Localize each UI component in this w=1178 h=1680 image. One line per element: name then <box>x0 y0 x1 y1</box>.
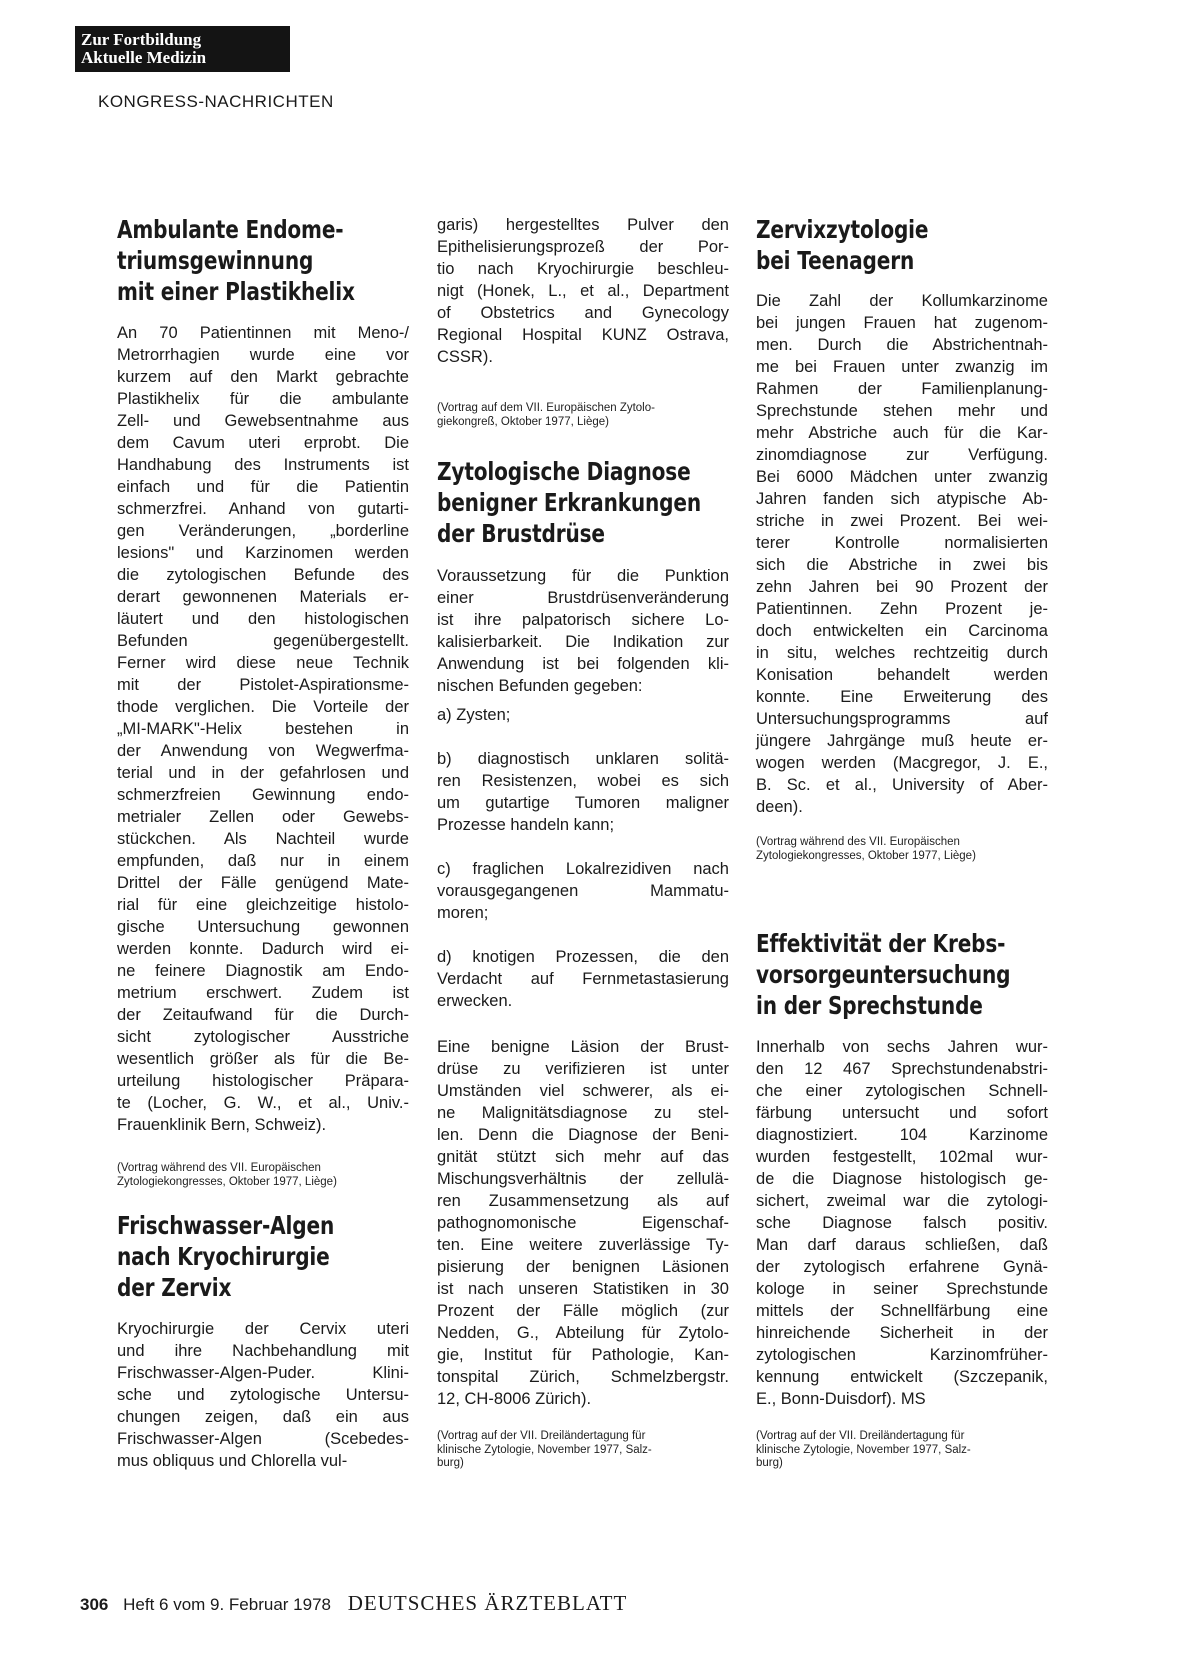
article-title <box>756 214 995 276</box>
text-line: nischen Befunden gegeben: <box>437 677 643 695</box>
text-line: garis) hergestelltes Pulver den <box>437 216 729 234</box>
text-line: zinomdiagnose zur Verfügung. <box>756 446 1048 464</box>
text-line: Sprechstunde stehen mehr und <box>756 402 1048 420</box>
text-line: ten. Eine weitere zuverlässige Ty- <box>437 1236 729 1254</box>
article-teenagers <box>756 214 1048 276</box>
list-item-c <box>437 858 729 924</box>
text-line: terial und in der gefahrlosen und <box>117 764 409 782</box>
text-line: klinische Zytologie, November 1977, Salz- <box>756 1443 971 1456</box>
article-body <box>437 1036 729 1410</box>
text-line: ne Malignitätsdiagnose zu stel- <box>437 1104 729 1122</box>
note-text <box>756 836 1048 863</box>
text-line: urteilung histologischer Präpara- <box>117 1072 409 1090</box>
text-line: c) fraglichen Lokalrezidiven nach <box>437 860 729 878</box>
body-text <box>437 214 729 368</box>
list-item-d <box>437 946 729 1012</box>
list-item-a <box>437 704 729 726</box>
text-line: drüse zu verifizieren ist unter <box>437 1060 729 1078</box>
article-title <box>756 928 1011 1021</box>
article-body-continued <box>437 214 729 368</box>
text-line: An 70 Patientinnen mit Meno-/ <box>117 324 409 342</box>
text-line: hinreichende Sicherheit in der <box>756 1324 1048 1342</box>
text-line: färbung untersucht und sofort <box>756 1104 1048 1122</box>
text-line: Frischwasser-Algen-Puder. Klini- <box>117 1364 409 1382</box>
text-line: chungen zeigen, daß ein aus <box>117 1408 409 1426</box>
text-line: E., Bonn-Duisdorf). MS <box>756 1390 926 1408</box>
rubric-line-2: Aktuelle Medizin <box>81 48 207 67</box>
text-line: (Vortrag während des VII. Europäischen <box>117 1162 321 1174</box>
text-line: mus obliquus und Chlorella vul- <box>117 1452 348 1470</box>
text-line: te (Locher, G. W., et al., Univ.- <box>117 1094 409 1112</box>
text-line: kalisierbarkeit. Die Indikation zur <box>437 633 729 651</box>
text-line: Nedden, G., Abteilung für Zytolo- <box>437 1324 729 1342</box>
text-line: Jahren fanden sich atypische Ab- <box>756 490 1048 508</box>
text-line: kologe in seiner Sprechstunde <box>756 1280 1048 1298</box>
text-line: terer Kontrolle normalisierten <box>756 534 1048 552</box>
text-line: Patientinnen. Zehn Prozent je- <box>756 600 1048 618</box>
text-line: Bei 6000 Mädchen unter zwanzig <box>756 468 1048 486</box>
text-line: of Obstetrics and Gynecology <box>437 304 729 322</box>
text-line: ren Zusammensetzung als auf <box>437 1192 729 1210</box>
text-line: einfach und für die Patientin <box>117 478 409 496</box>
text-line: kennung entwickelt (Szczepanik, <box>756 1368 1048 1386</box>
text-line: Drittel der Fälle genügend Mate- <box>117 874 409 892</box>
body-text <box>756 1036 1048 1410</box>
text-line: klinische Zytologie, November 1977, Salz- <box>437 1443 652 1456</box>
text-line: der Zeitaufwand für die Durch- <box>117 1006 409 1024</box>
text-line: Umständen viel schwerer, als ei- <box>437 1082 729 1100</box>
text-line: Konisation behandelt werden <box>756 666 1048 684</box>
text-line: konnte. Eine Erweiterung des <box>756 688 1048 706</box>
text-line: zehn Jahren bei 90 Prozent der <box>756 578 1048 596</box>
text-line: bei Teenagern <box>756 246 915 275</box>
body-text <box>117 1318 409 1472</box>
text-line: giekongreß, Oktober 1977, Liège) <box>437 415 609 428</box>
body-text <box>437 1036 729 1410</box>
article-screening <box>756 928 1048 1021</box>
rubric-line-1: Zur Fortbildung <box>81 30 202 49</box>
text-line: „MI-MARK"-Helix bestehen in <box>117 720 409 738</box>
text-line: sche Diagnose falsch positiv. <box>756 1214 1048 1232</box>
text-line: metrialer Zellen oder Gewebs- <box>117 808 409 826</box>
text-line: Plastikhelix für die ambulante <box>117 390 409 408</box>
text-line: Untersuchungsprogramms auf <box>756 710 1048 728</box>
text-line: Zytologiekongresses, Oktober 1977, Liège) <box>756 849 976 862</box>
text-line: der Zervix <box>117 1273 232 1302</box>
text-line: Ambulante Endome- <box>117 215 344 244</box>
text-line: (Vortrag auf dem VII. Europäischen Zytolo- <box>437 402 655 414</box>
text-line: ist ihre palpatorisch sichere Lo- <box>437 611 729 629</box>
text-line: derart gewonnenen Materials er- <box>117 588 409 606</box>
text-line: sich die Abstriche in zwei bis <box>756 556 1048 574</box>
text-line: ren Resistenzen, wobei es sich <box>437 772 729 790</box>
article-title <box>437 456 702 549</box>
text-line: 12, CH-8006 Zürich). <box>437 1390 592 1408</box>
text-line: Man darf daraus schließen, daß <box>756 1236 1048 1254</box>
body-text <box>437 565 729 697</box>
text-line: wogen werden (Macgregor, J. E., <box>756 754 1048 772</box>
article-breast <box>437 456 729 549</box>
text-line: nigt (Honek, L., et al., Department <box>437 282 729 300</box>
article-algae <box>117 1210 409 1303</box>
text-line: sicht zytologischer Ausstriche <box>117 1028 409 1046</box>
text-line: Anwendung ist bei folgenden kli- <box>437 655 729 673</box>
text-line: moren; <box>437 904 489 922</box>
text-line: pathognomonische Eigenschaf- <box>437 1214 729 1232</box>
text-line: Prozent der Fälle möglich (zur <box>437 1302 729 1320</box>
text-line: einer Brustdrüsenveränderung <box>437 589 729 607</box>
text-line: ne feinere Diagnostik am Endo- <box>117 962 409 980</box>
text-line: Prozesse handeln kann; <box>437 816 615 834</box>
text-line: tio nach Kryochirurgie beschleu- <box>437 260 729 278</box>
text-line: striche in zwei Prozent. Bei wei- <box>756 512 1048 530</box>
text-line: Rahmen der Familienplanung- <box>756 380 1048 398</box>
text-line: und ihre Nachbehandlung mit <box>117 1342 409 1360</box>
text-line: mit einer Plastikhelix <box>117 277 355 306</box>
text-line: den 12 467 Sprechstundenabstri- <box>756 1060 1048 1078</box>
text-line: der Anwendung von Wegwerfma- <box>117 742 409 760</box>
text-line: dem Cavum uteri erprobt. Die <box>117 434 409 452</box>
text-line: diagnostiziert. 104 Karzinome <box>756 1126 1048 1144</box>
text-line: Mischungsverhältnis der zellulä- <box>437 1170 729 1188</box>
text-line: schmerzfrei. Anhand von gutarti- <box>117 500 409 518</box>
text-line: stückchen. Als Nachteil wurde <box>117 830 409 848</box>
body-text <box>756 290 1048 818</box>
text-line: der zytologisch erfahrene Gynä- <box>756 1258 1048 1276</box>
text-line: Zell- und Gewebsentnahme aus <box>117 412 409 430</box>
page-footer <box>80 1591 627 1616</box>
source-note <box>756 1430 1048 1471</box>
text-line: um gutartige Tumoren maligner <box>437 794 729 812</box>
text-line: deen). <box>756 798 803 816</box>
text-line: mittels der Schnellfärbung eine <box>756 1302 1048 1320</box>
source-note <box>437 402 729 429</box>
text-line: benigner Erkrankungen <box>437 488 702 517</box>
text-line: vorsorgeuntersuchung <box>756 960 1011 989</box>
text-line: thode verglichen. Die Vorteile der <box>117 698 409 716</box>
note-text <box>437 402 729 429</box>
section-label: KONGRESS-NACHRICHTEN <box>98 92 334 111</box>
text-line: B. Sc. et al., University of Aber- <box>756 776 1048 794</box>
text-line: wurden festgestellt, 102mal wur- <box>756 1148 1048 1166</box>
text-line: Frischwasser-Algen (Scebedes- <box>117 1430 409 1448</box>
text-line: (Vortrag auf der VII. Dreiländertagung für <box>756 1430 965 1442</box>
text-line: Frauenklinik Bern, Schweiz). <box>117 1116 327 1134</box>
text-line: ist nach unseren Statistiken in 30 <box>437 1280 729 1298</box>
article-body <box>117 1318 409 1472</box>
article-endometrium <box>117 214 409 307</box>
text-line: CSSR). <box>437 348 493 366</box>
source-note <box>756 836 1048 863</box>
text-line: werden konnte. Dadurch wird ei- <box>117 940 409 958</box>
text-line: che einer zytologischen Schnell- <box>756 1082 1048 1100</box>
text-line: gie, Institut für Pathologie, Kan- <box>437 1346 729 1364</box>
note-text <box>437 1430 729 1471</box>
source-note <box>117 1162 409 1189</box>
text-line: kurzem auf den Markt gebrachte <box>117 368 409 386</box>
text-line: Die Zahl der Kollumkarzinome <box>756 292 1048 310</box>
article-body <box>117 322 409 1136</box>
text-line: sche und zytologische Untersu- <box>117 1386 409 1404</box>
body-text <box>437 748 729 836</box>
article-title <box>117 214 356 307</box>
text-line: schmerzfreien Gewinnung endo- <box>117 786 409 804</box>
text-line: Epithelisierungsprozeß der Por- <box>437 238 729 256</box>
text-line: Voraussetzung für die Punktion <box>437 567 729 585</box>
article-intro <box>437 565 729 697</box>
article-title <box>117 1210 356 1303</box>
text-line: Eine benigne Läsion der Brust- <box>437 1038 729 1056</box>
list-item-b <box>437 748 729 836</box>
text-line: die zytologischen Befunde des <box>117 566 409 584</box>
text-line: jüngere Jahrgänge muß heute er- <box>756 732 1048 750</box>
text-line: gische Untersuchung gewonnen <box>117 918 409 936</box>
article-body <box>756 1036 1048 1410</box>
source-note <box>437 1430 729 1471</box>
text-line: burg) <box>756 1457 783 1469</box>
text-line: d) knotigen Prozessen, die den <box>437 948 729 966</box>
text-line: bei jungen Frauen hat zugenom- <box>756 314 1048 332</box>
page-number: 306 <box>80 1595 109 1614</box>
text-line: erwecken. <box>437 992 513 1010</box>
text-line: Befunden gegenübergestellt. <box>117 632 409 650</box>
text-line: rial für eine gleichzeitige histolo- <box>117 896 409 914</box>
text-line: der Brustdrüse <box>437 519 605 548</box>
text-line: doch entwickelten ein Carcinoma <box>756 622 1048 640</box>
article-body <box>756 290 1048 818</box>
body-text <box>437 858 729 924</box>
text-line: vorausgegangenen Mammatu- <box>437 882 729 900</box>
text-line: (Vortrag während des VII. Europäischen <box>756 836 960 848</box>
text-line: lesions" und Karzinomen werden <box>117 544 409 562</box>
text-line: mit der Pistolet-Aspirationsme- <box>117 676 409 694</box>
text-line: Innerhalb von sechs Jahren wur- <box>756 1038 1048 1056</box>
text-line: in der Sprechstunde <box>756 991 983 1020</box>
text-line: mehr Abstriche auch für die Kar- <box>756 424 1048 442</box>
text-line: len. Denn die Diagnose der Beni- <box>437 1126 729 1144</box>
text-line: zytologischen Karzinomfrüher- <box>756 1346 1048 1364</box>
text-line: Handhabung des Instruments ist <box>117 456 409 474</box>
text-line: Frischwasser-Algen <box>117 1211 335 1240</box>
text-line: triumsgewinnung <box>117 246 314 275</box>
body-text <box>117 322 409 1136</box>
text-line: de die Diagnose histologisch ge- <box>756 1170 1048 1188</box>
text-line: Zytologische Diagnose <box>437 457 691 486</box>
text-line: me bei Frauen unter zwanzig im <box>756 358 1048 376</box>
body-text <box>437 946 729 1012</box>
text-line: wesentlich größer als für die Be- <box>117 1050 409 1068</box>
issue-info: Heft 6 vom 9. Februar 1978 <box>123 1595 331 1614</box>
text-line: tonspital Zürich, Schmelzbergstr. <box>437 1368 729 1386</box>
text-line: burg) <box>437 1457 464 1469</box>
body-text <box>437 704 729 726</box>
text-line: gnität stützt sich mehr auf das <box>437 1148 729 1166</box>
text-line: Ferner wird diese neue Technik <box>117 654 409 672</box>
text-line: pisierung der benignen Läsionen <box>437 1258 729 1276</box>
text-line: läutert und den histologischen <box>117 610 409 628</box>
note-text <box>117 1162 409 1189</box>
text-line: Verdacht auf Fernmetastasierung <box>437 970 729 988</box>
text-line: Metrorrhagien wurde eine vor <box>117 346 409 364</box>
text-line: (Vortrag auf der VII. Dreiländertagung für <box>437 1430 646 1442</box>
note-text <box>756 1430 1048 1471</box>
text-line: Zervixzytologie <box>756 215 929 244</box>
text-line: Kryochirurgie der Cervix uteri <box>117 1320 409 1338</box>
text-line: empfunden, daß nur in einem <box>117 852 409 870</box>
text-line: a) Zysten; <box>437 706 511 724</box>
text-line: sichert, zweimal war die zytologi- <box>756 1192 1048 1210</box>
text-line: gen Veränderungen, „borderline <box>117 522 409 540</box>
text-line: metrium erschwert. Zudem ist <box>117 984 409 1002</box>
text-line: Zytologiekongresses, Oktober 1977, Liège) <box>117 1175 337 1188</box>
rubric-badge <box>75 26 290 72</box>
text-line: in situ, welches rechtzeitig durch <box>756 644 1048 662</box>
text-line: Effektivität der Krebs- <box>756 929 1006 958</box>
text-line: men. Durch die Abstrichentnah- <box>756 336 1048 354</box>
text-line: nach Kryochirurgie <box>117 1242 330 1271</box>
journal-name: DEUTSCHES ÄRZTEBLATT <box>347 1591 628 1615</box>
text-line: Regional Hospital KUNZ Ostrava, <box>437 326 729 344</box>
text-line: b) diagnostisch unklaren solitä- <box>437 750 729 768</box>
